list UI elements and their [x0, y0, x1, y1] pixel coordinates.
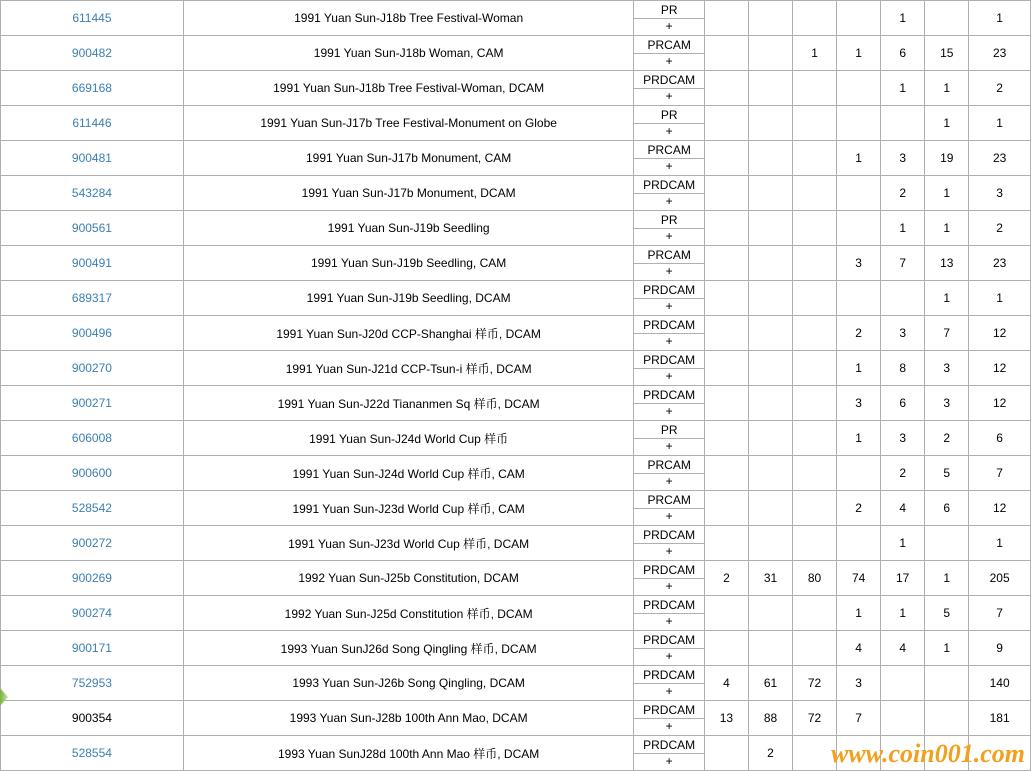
- grade-designation: [634, 316, 705, 351]
- population-count: [704, 491, 748, 526]
- population-count: 7: [837, 701, 881, 736]
- population-count: 5: [925, 456, 969, 491]
- population-count: [704, 596, 748, 631]
- cert-number-link[interactable]: 900491: [1, 246, 184, 281]
- grade-plus-label: +: [665, 473, 673, 488]
- population-count: [704, 71, 748, 106]
- population-total: 12: [969, 491, 1031, 526]
- coin-description: 1993 Yuan SunJ26d Song Qingling 样币, DCAM: [183, 631, 634, 666]
- table-row: [1, 316, 1031, 351]
- table-row: [1, 561, 1031, 596]
- population-count: 2: [837, 491, 881, 526]
- table-row: [1, 351, 1031, 386]
- population-count: 3: [881, 316, 925, 351]
- grade-designation: [634, 176, 705, 211]
- population-count: 2: [748, 736, 792, 771]
- coin-description: 1991 Yuan Sun-J24d World Cup 样币, CAM: [183, 456, 634, 491]
- grade-plus-label: +: [665, 438, 673, 453]
- population-count: [704, 106, 748, 141]
- coin-description: 1991 Yuan Sun-J19b Seedling, CAM: [183, 246, 634, 281]
- grade-designation-label: PR: [634, 423, 704, 439]
- population-count: [748, 211, 792, 246]
- population-count: [837, 106, 881, 141]
- grade-designation: [634, 736, 705, 771]
- population-count: 1: [837, 36, 881, 71]
- cert-number-link[interactable]: 900561: [1, 211, 184, 246]
- population-count: 1: [881, 526, 925, 561]
- population-count: 31: [748, 561, 792, 596]
- grade-plus-label: +: [665, 368, 673, 383]
- coin-description: 1991 Yuan Sun-J18b Woman, CAM: [183, 36, 634, 71]
- population-count: [925, 666, 969, 701]
- grade-designation-label: PRCAM: [634, 248, 704, 264]
- population-count: 6: [881, 386, 925, 421]
- population-count: [704, 36, 748, 71]
- population-count: [704, 246, 748, 281]
- grade-designation: [634, 281, 705, 316]
- population-total: 7: [969, 596, 1031, 631]
- population-count: [748, 176, 792, 211]
- population-count: [704, 316, 748, 351]
- grade-designation-label: PRDCAM: [634, 73, 704, 89]
- population-total: 1: [969, 526, 1031, 561]
- cert-number-link[interactable]: 900272: [1, 526, 184, 561]
- population-count: [881, 281, 925, 316]
- population-total: 1: [969, 281, 1031, 316]
- population-count: 2: [881, 176, 925, 211]
- population-count: 61: [748, 666, 792, 701]
- population-count: 1: [925, 631, 969, 666]
- population-total: 2: [969, 211, 1031, 246]
- grade-designation: [634, 211, 705, 246]
- population-total: 3: [969, 176, 1031, 211]
- population-count: [793, 1, 837, 36]
- population-count: 1: [881, 71, 925, 106]
- population-count: [704, 631, 748, 666]
- population-count: 1: [837, 421, 881, 456]
- grade-designation-label: PR: [634, 108, 704, 124]
- population-count: [837, 736, 881, 771]
- grade-plus-label: +: [665, 753, 673, 768]
- grade-designation: [634, 246, 705, 281]
- cert-number-link[interactable]: 611445: [1, 1, 184, 36]
- grade-plus-label: +: [665, 403, 673, 418]
- population-count: 15: [925, 36, 969, 71]
- population-count: 3: [881, 141, 925, 176]
- population-count: [748, 631, 792, 666]
- cert-number-link[interactable]: 606008: [1, 421, 184, 456]
- population-count: [793, 491, 837, 526]
- coin-description: 1991 Yuan Sun-J17b Monument, CAM: [183, 141, 634, 176]
- population-count: [704, 1, 748, 36]
- grade-designation-label: PR: [634, 3, 704, 19]
- population-total: 6: [969, 421, 1031, 456]
- grade-plus-label: +: [665, 263, 673, 278]
- population-total: 205: [969, 561, 1031, 596]
- coin-description: 1991 Yuan Sun-J23d World Cup 样币, CAM: [183, 491, 634, 526]
- coin-description: 1991 Yuan Sun-J19b Seedling, DCAM: [183, 281, 634, 316]
- population-count: [704, 141, 748, 176]
- coin-description: 1991 Yuan Sun-J21d CCP-Tsun-i 样币, DCAM: [183, 351, 634, 386]
- population-count: [793, 316, 837, 351]
- grade-designation-label: PRDCAM: [634, 598, 704, 614]
- population-count: 7: [925, 316, 969, 351]
- grade-plus-label: +: [665, 718, 673, 733]
- population-count: [748, 351, 792, 386]
- population-count: [837, 281, 881, 316]
- population-count: 4: [881, 491, 925, 526]
- grade-plus-label: +: [665, 613, 673, 628]
- table-row: [1, 666, 1031, 701]
- population-count: 8: [881, 351, 925, 386]
- site-watermark: www.coin001.com: [830, 739, 1025, 768]
- population-count: [793, 596, 837, 631]
- population-count: 19: [925, 141, 969, 176]
- population-count: [748, 596, 792, 631]
- population-count: [837, 176, 881, 211]
- population-count: [793, 456, 837, 491]
- population-total: 2: [969, 71, 1031, 106]
- grade-designation-label: PRDCAM: [634, 738, 704, 754]
- coin-description: 1991 Yuan Sun-J17b Tree Festival-Monument on Globe: [183, 106, 634, 141]
- grade-plus-label: +: [665, 158, 673, 173]
- cert-number-link[interactable]: 900271: [1, 386, 184, 421]
- grade-designation: [634, 596, 705, 631]
- population-count: [837, 71, 881, 106]
- grade-plus-label: +: [665, 298, 673, 313]
- population-count: 1: [837, 141, 881, 176]
- population-count: 3: [925, 386, 969, 421]
- cert-number-link[interactable]: 669168: [1, 71, 184, 106]
- population-total: 7: [969, 456, 1031, 491]
- population-count: 1: [925, 561, 969, 596]
- table-row: [1, 141, 1031, 176]
- population-count: 13: [704, 701, 748, 736]
- cert-number-link[interactable]: 900274: [1, 596, 184, 631]
- grade-designation: [634, 1, 705, 36]
- grade-designation-label: PRDCAM: [634, 353, 704, 369]
- population-count: [837, 526, 881, 561]
- population-count: 6: [925, 491, 969, 526]
- cert-number-link[interactable]: 900482: [1, 36, 184, 71]
- population-count: [704, 526, 748, 561]
- grade-designation-label: PRDCAM: [634, 283, 704, 299]
- grade-designation: [634, 491, 705, 526]
- population-count: 7: [881, 246, 925, 281]
- coin-description: 1993 Yuan Sun-J26b Song Qingling, DCAM: [183, 666, 634, 701]
- population-count: [793, 141, 837, 176]
- population-count: [704, 351, 748, 386]
- grade-plus-label: +: [665, 18, 673, 33]
- cert-number-link[interactable]: 752953: [1, 666, 184, 701]
- population-count: [793, 176, 837, 211]
- population-count: 3: [837, 246, 881, 281]
- population-total: 23: [969, 246, 1031, 281]
- grade-designation: [634, 631, 705, 666]
- population-count: [748, 491, 792, 526]
- population-count: [748, 1, 792, 36]
- table-row: [1, 246, 1031, 281]
- population-count: [748, 246, 792, 281]
- coin-description: 1991 Yuan Sun-J22d Tiananmen Sq 样币, DCAM: [183, 386, 634, 421]
- coin-description: 1991 Yuan Sun-J24d World Cup 样币: [183, 421, 634, 456]
- population-count: 13: [925, 246, 969, 281]
- grade-plus-label: +: [665, 508, 673, 523]
- population-count: 3: [925, 351, 969, 386]
- population-total: 23: [969, 36, 1031, 71]
- cert-number-link[interactable]: 900270: [1, 351, 184, 386]
- population-count: [704, 736, 748, 771]
- table-row: [1, 1, 1031, 36]
- population-count: 2: [837, 316, 881, 351]
- population-count: [793, 71, 837, 106]
- coin-description: 1991 Yuan Sun-J17b Monument, DCAM: [183, 176, 634, 211]
- population-count: 2: [704, 561, 748, 596]
- population-count: 3: [881, 421, 925, 456]
- population-count: [748, 281, 792, 316]
- population-count: [881, 736, 925, 771]
- population-count: 1: [881, 211, 925, 246]
- table-row: [1, 526, 1031, 561]
- population-count: 4: [881, 631, 925, 666]
- population-count: [793, 281, 837, 316]
- population-count: 1: [925, 211, 969, 246]
- grade-designation-label: PRCAM: [634, 458, 704, 474]
- cert-number-link[interactable]: 900481: [1, 141, 184, 176]
- grade-designation: [634, 456, 705, 491]
- population-count: [748, 316, 792, 351]
- population-total: 140: [969, 666, 1031, 701]
- population-total: 181: [969, 701, 1031, 736]
- population-count: [881, 106, 925, 141]
- coin-description: 1992 Yuan Sun-J25d Constitution 样币, DCAM: [183, 596, 634, 631]
- grade-designation: [634, 561, 705, 596]
- grade-plus-label: +: [665, 123, 673, 138]
- table-row: [1, 211, 1031, 246]
- coin-description: 1993 Yuan Sun-J28b 100th Ann Mao, DCAM: [183, 701, 634, 736]
- grade-designation: [634, 351, 705, 386]
- grade-designation: [634, 71, 705, 106]
- grade-designation: [634, 386, 705, 421]
- population-count: 6: [881, 36, 925, 71]
- grade-designation-label: PRDCAM: [634, 388, 704, 404]
- population-count: 72: [793, 701, 837, 736]
- population-total: 12: [969, 351, 1031, 386]
- coin-description: 1991 Yuan Sun-J18b Tree Festival-Woman, DCAM: [183, 71, 634, 106]
- population-count: 1: [793, 36, 837, 71]
- grade-plus-label: +: [665, 683, 673, 698]
- population-count: 1: [925, 71, 969, 106]
- population-count: [793, 211, 837, 246]
- cert-number-text: 900354: [1, 701, 184, 736]
- grade-plus-label: +: [665, 648, 673, 663]
- grade-plus-label: +: [665, 228, 673, 243]
- population-total: 12: [969, 386, 1031, 421]
- population-count: [925, 736, 969, 771]
- population-count: [881, 701, 925, 736]
- population-count: [793, 736, 837, 771]
- population-count: [837, 211, 881, 246]
- grade-designation-label: PRCAM: [634, 143, 704, 159]
- population-count: [793, 386, 837, 421]
- population-count: 80: [793, 561, 837, 596]
- population-count: [925, 701, 969, 736]
- cert-number-link[interactable]: 611446: [1, 106, 184, 141]
- table-row: [1, 596, 1031, 631]
- grade-designation: [634, 36, 705, 71]
- grade-designation-label: PRDCAM: [634, 703, 704, 719]
- grade-designation: [634, 701, 705, 736]
- population-count: 2: [925, 421, 969, 456]
- population-count: 5: [925, 596, 969, 631]
- grade-plus-label: +: [665, 578, 673, 593]
- grade-designation-label: PRDCAM: [634, 668, 704, 684]
- population-count: 4: [837, 631, 881, 666]
- cert-number-link[interactable]: 900171: [1, 631, 184, 666]
- table-row: [1, 36, 1031, 71]
- table-row: [1, 701, 1031, 736]
- grade-designation: [634, 526, 705, 561]
- cert-number-link[interactable]: 528554: [1, 736, 184, 771]
- population-count: 1: [837, 596, 881, 631]
- population-count: 72: [793, 666, 837, 701]
- coin-description: 1991 Yuan Sun-J20d CCP-Shanghai 样币, DCAM: [183, 316, 634, 351]
- coin-description: 1991 Yuan Sun-J23d World Cup 样币, DCAM: [183, 526, 634, 561]
- population-total: [969, 736, 1031, 771]
- cert-number-link[interactable]: 900269: [1, 561, 184, 596]
- population-count: 2: [881, 456, 925, 491]
- grade-designation-label: PRDCAM: [634, 318, 704, 334]
- population-count: [704, 211, 748, 246]
- grade-plus-label: +: [665, 53, 673, 68]
- population-count: [793, 631, 837, 666]
- table-row: [1, 456, 1031, 491]
- population-count: [837, 1, 881, 36]
- grade-plus-label: +: [665, 193, 673, 208]
- coin-description: 1993 Yuan SunJ28d 100th Ann Mao 样币, DCAM: [183, 736, 634, 771]
- population-count: [704, 281, 748, 316]
- population-count: [925, 526, 969, 561]
- population-count: [704, 176, 748, 211]
- table-row: [1, 386, 1031, 421]
- table-row: [1, 106, 1031, 141]
- population-count: [748, 141, 792, 176]
- grade-designation: [634, 421, 705, 456]
- table-row: [1, 281, 1031, 316]
- population-count: 3: [837, 386, 881, 421]
- population-total: 9: [969, 631, 1031, 666]
- population-count: [793, 246, 837, 281]
- population-total: 23: [969, 141, 1031, 176]
- grade-designation-label: PRDCAM: [634, 178, 704, 194]
- population-count: 4: [704, 666, 748, 701]
- population-count: 3: [837, 666, 881, 701]
- cert-number-link[interactable]: 528542: [1, 491, 184, 526]
- population-total: 12: [969, 316, 1031, 351]
- grade-plus-label: +: [665, 543, 673, 558]
- cert-number-link[interactable]: 900600: [1, 456, 184, 491]
- population-count: 1: [881, 596, 925, 631]
- table-row: [1, 631, 1031, 666]
- population-count: [748, 456, 792, 491]
- population-count: [748, 36, 792, 71]
- grade-plus-label: +: [665, 88, 673, 103]
- grade-designation-label: PRDCAM: [634, 528, 704, 544]
- coin-description: 1992 Yuan Sun-J25b Constitution, DCAM: [183, 561, 634, 596]
- population-count: [793, 106, 837, 141]
- population-count: 1: [881, 1, 925, 36]
- grade-designation: [634, 106, 705, 141]
- table-row: [1, 71, 1031, 106]
- grade-designation-label: PRCAM: [634, 38, 704, 54]
- grade-designation-label: PRCAM: [634, 493, 704, 509]
- grade-designation: [634, 141, 705, 176]
- population-total: 1: [969, 1, 1031, 36]
- table-row: [1, 736, 1031, 771]
- population-count: [748, 106, 792, 141]
- population-count: [837, 456, 881, 491]
- population-count: 17: [881, 561, 925, 596]
- population-count: 88: [748, 701, 792, 736]
- population-count: [793, 526, 837, 561]
- population-count: [748, 526, 792, 561]
- cert-number-link[interactable]: 900496: [1, 316, 184, 351]
- population-count: [881, 666, 925, 701]
- coin-description: 1991 Yuan Sun-J18b Tree Festival-Woman: [183, 1, 634, 36]
- grade-designation: [634, 666, 705, 701]
- population-count: 1: [925, 176, 969, 211]
- population-count: [748, 386, 792, 421]
- population-count: [704, 386, 748, 421]
- population-count: [793, 351, 837, 386]
- coin-description: 1991 Yuan Sun-J19b Seedling: [183, 211, 634, 246]
- population-count: [793, 421, 837, 456]
- table-row: [1, 176, 1031, 211]
- grade-designation-label: PR: [634, 213, 704, 229]
- population-count: [748, 421, 792, 456]
- population-count: 1: [925, 106, 969, 141]
- cert-number-link[interactable]: 543284: [1, 176, 184, 211]
- population-count: 1: [837, 351, 881, 386]
- population-count: [925, 1, 969, 36]
- cert-number-link[interactable]: 689317: [1, 281, 184, 316]
- grade-designation-label: PRDCAM: [634, 633, 704, 649]
- grade-designation-label: PRDCAM: [634, 563, 704, 579]
- table-row: [1, 421, 1031, 456]
- population-count: [704, 456, 748, 491]
- grade-plus-label: +: [665, 333, 673, 348]
- population-total: 1: [969, 106, 1031, 141]
- population-count: 1: [925, 281, 969, 316]
- population-count: [748, 71, 792, 106]
- population-count: 74: [837, 561, 881, 596]
- population-count: [704, 421, 748, 456]
- table-row: [1, 491, 1031, 526]
